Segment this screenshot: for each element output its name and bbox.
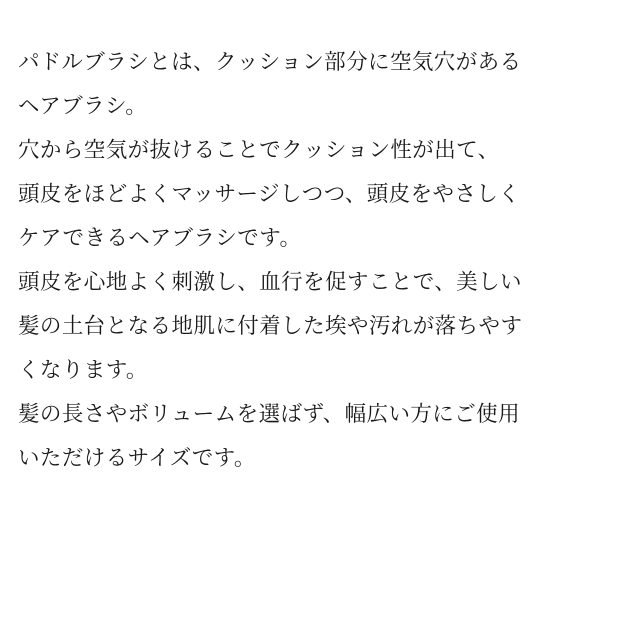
text-line: くなります。 (18, 358, 148, 382)
text-line: 頭皮をほどよくマッサージしつつ、頭皮をやさしく (18, 182, 521, 206)
paragraph-2 (18, 128, 622, 260)
text-line: ヘアブラシ。 (18, 94, 148, 118)
text-line: ケアできるヘアブラシです。 (18, 226, 302, 250)
text-line: 髪の長さやボリュームを選ばず、幅広い方にご使用 (18, 402, 521, 426)
text-line: 頭皮を心地よく刺激し、血行を促すことで、美しい (18, 270, 522, 294)
product-description-text (18, 40, 622, 480)
text-line: 髪の土台となる地肌に付着した埃や汚れが落ちやす (18, 314, 523, 338)
paragraph-4 (18, 392, 622, 480)
paragraph-3 (18, 260, 622, 392)
text-line: パドルブラシとは、クッション部分に空気穴がある (18, 50, 522, 74)
text-line: 穴から空気が抜けることでクッション性が出て、 (18, 138, 500, 162)
paragraph-1 (18, 40, 622, 128)
text-line: いただけるサイズです。 (18, 446, 256, 470)
